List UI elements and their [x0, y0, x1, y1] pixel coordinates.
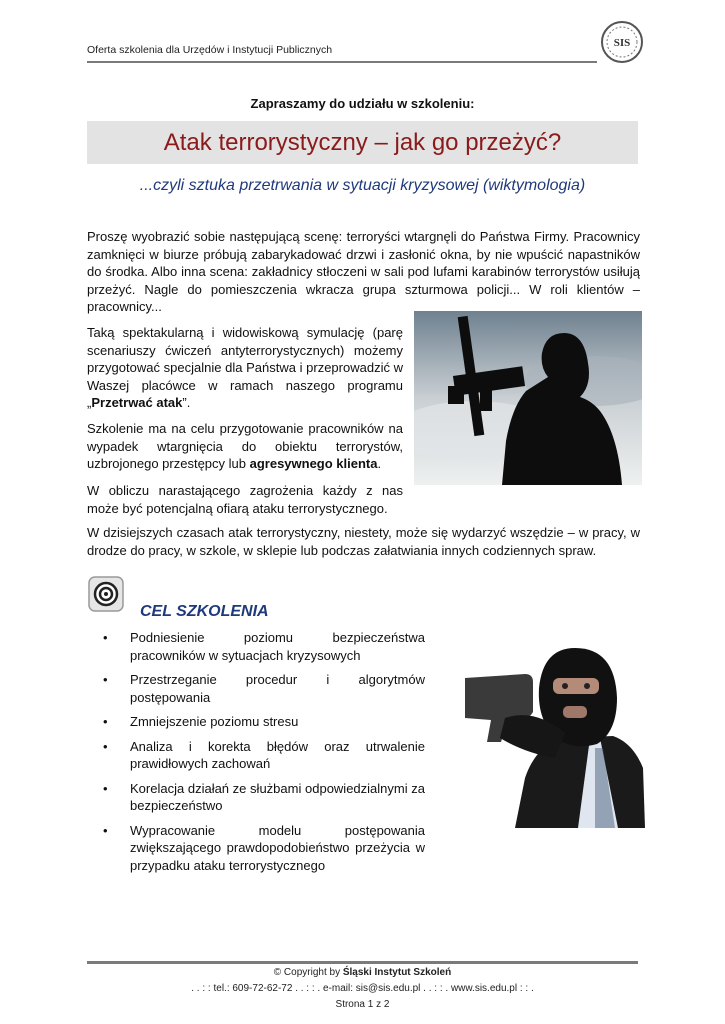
- footer-divider: [87, 961, 638, 964]
- list-item: • Analiza i korekta błędów oraz utrwalenie prawidłowych zachowań: [103, 738, 425, 771]
- svg-text:SIS: SIS: [613, 37, 631, 49]
- invite-heading: Zapraszamy do udziału w szkoleniu:: [250, 96, 475, 111]
- aggressive-client-text: agresywnego klienta: [249, 456, 378, 471]
- page-number: Strona 1 z 2: [335, 999, 390, 1010]
- masked-gunman-photo: [455, 628, 645, 828]
- target-icon: [87, 575, 125, 613]
- page-title: Atak terrorystyczny – jak go przeżyć?: [163, 129, 562, 156]
- simulation-paragraph: Taką spektakularną i widowiskową symulację (parę scenariuszy ćwiczeń antyterrorystycznych) możemy przygotować specjalnie dla Państwa i przeprowadzić w Waszej placówce w ramach naszego programu „Przetrwać atak”.: [87, 325, 403, 410]
- document-header: Oferta szkolenia dla Urzędów i Instytucji Publicznych: [87, 44, 333, 56]
- terrorist-silhouette-photo: [414, 311, 642, 485]
- list-item: • Zmniejszenie poziomu stresu: [103, 714, 299, 729]
- goals-heading: CEL SZKOLENIA: [140, 603, 269, 620]
- company-name: Śląski Instytut Szkoleń: [342, 967, 452, 978]
- sis-logo: [600, 20, 644, 64]
- list-item: • Korelacja działań ze służbami odpowiedzialnymi za bezpieczeństwo: [103, 780, 425, 813]
- everywhere-paragraph: W dzisiejszych czasach atak terrorystyczny, niestety, może się wydarzyć wszędzie – w pracy, w drodze do pracy, w szkole, w sklepie lub podczas załatwiania innych codziennych spraw.: [87, 525, 640, 558]
- page-subtitle: ...czyli sztuka przetrwania w sytuacji kryzysowej (wiktymologia): [139, 177, 586, 194]
- program-name: Przetrwać atak: [91, 395, 183, 410]
- footer-contact: . . : : tel.: 609-72-62-72 . . : : . e-mail: sis@sis.edu.pl . . : : . www.sis.edu.pl : : .: [191, 983, 534, 994]
- footer-copyright: © Copyright by Śląski Instytut Szkoleń: [273, 967, 452, 978]
- header-divider: [87, 61, 597, 63]
- list-item: • Wypracowanie modelu postępowania zwiększającego prawdopodobieństwo przeżycia w przypadku ataku terrorystycznego: [103, 822, 425, 873]
- intro-paragraph: Proszę wyobrazić sobie następującą scenę: terroryści wtargnęli do Państwa Firmy. Pracownicy zamknięci w biurze próbują zabarykadować drzwi i zasłonić okna, by nie wpuścić napastników do środka. Albo inna scena: zakładnicy stłoczeni w sali pod lufami karabinów terrorystów usiłują przeżyć. Nagle do pomieszczenia wkracza grupa szturmowa policji... W roli klientów – pracownicy...: [87, 229, 640, 314]
- goals-list: [103, 629, 425, 881]
- list-item: • Przestrzeganie procedur i algorytmów postępowania: [103, 672, 425, 705]
- threat-paragraph: W obliczu narastającego zagrożenia każdy z nas może być potencjalną ofiarą ataku terrorystycznego.: [87, 483, 403, 516]
- list-item: • Podniesienie poziomu bezpieczeństwa pracowników w sytuacjach kryzysowych: [103, 630, 425, 663]
- purpose-paragraph: Szkolenie ma na celu przygotowanie pracowników na wypadek wtargnięcia do obiektu terrorystów, uzbrojonego przestępcy lub agresywnego klienta.: [87, 421, 403, 471]
